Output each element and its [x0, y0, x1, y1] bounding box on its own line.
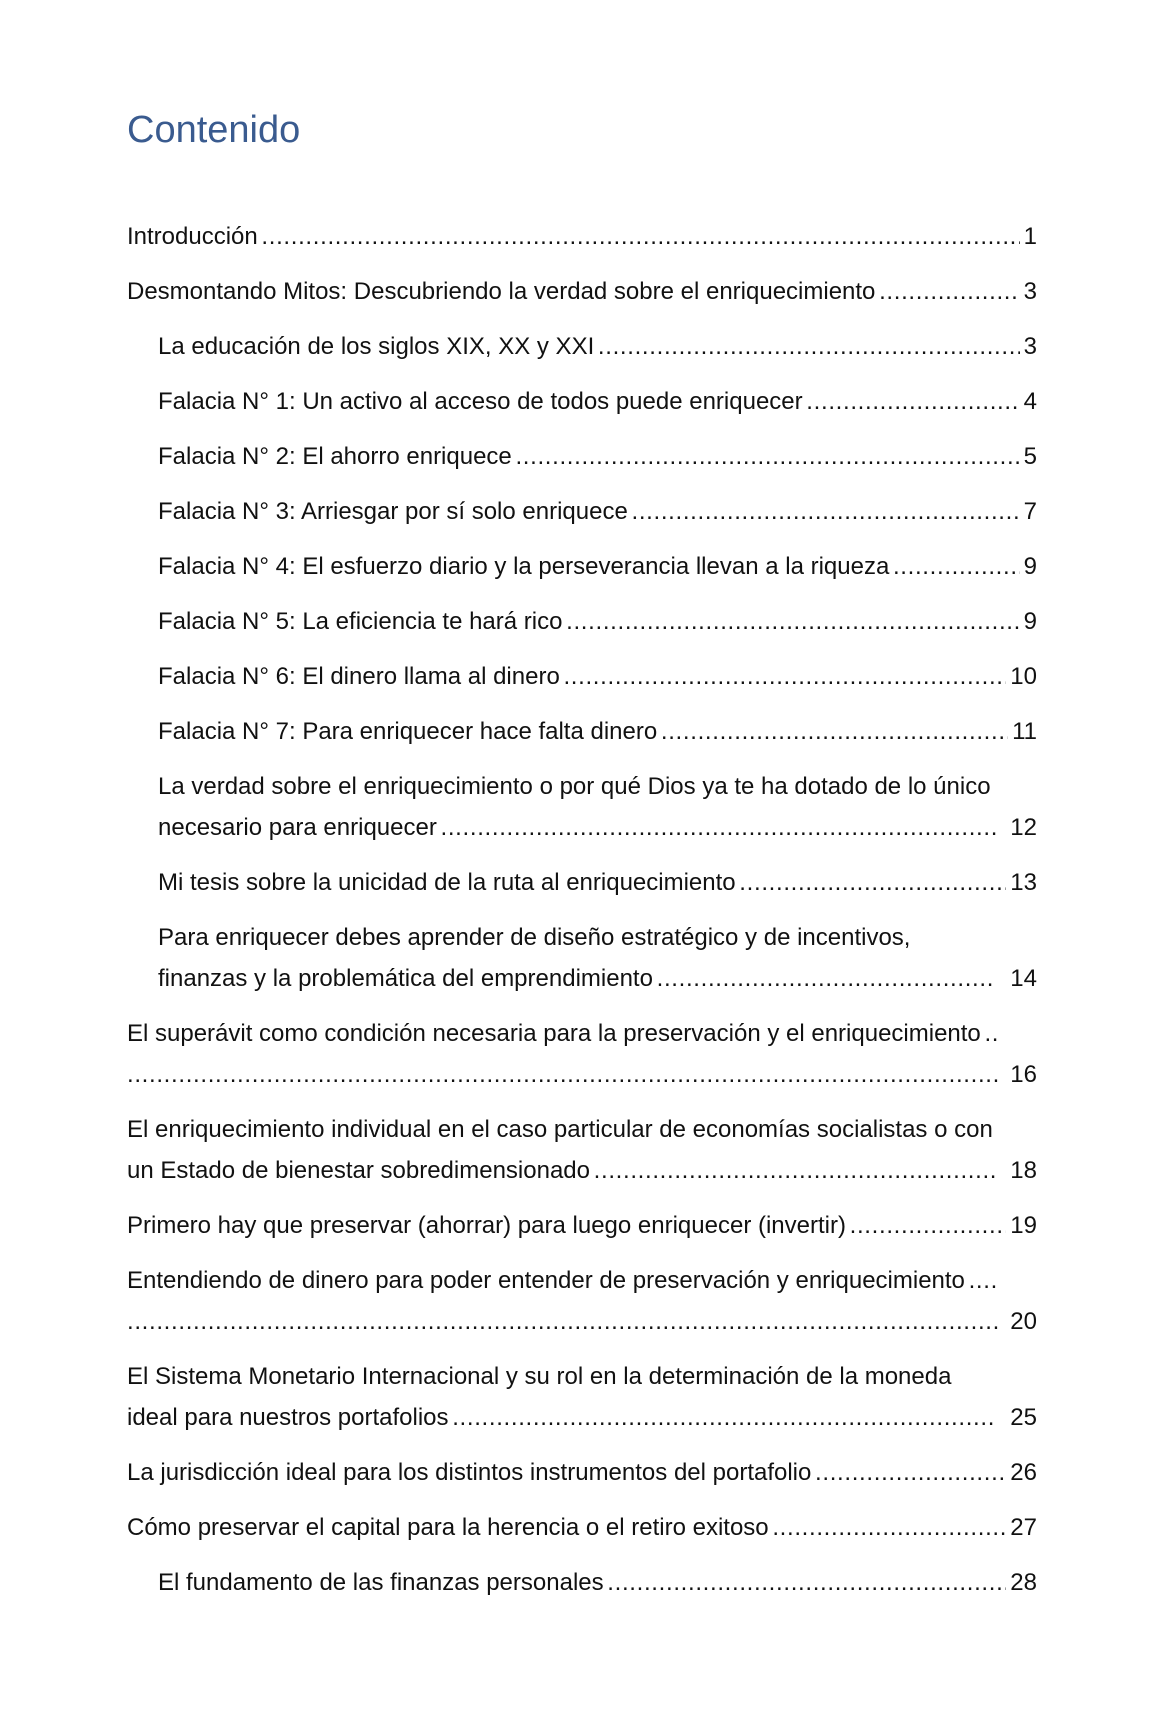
- dot-leader: [811, 1459, 1037, 1486]
- dot-leader: [562, 608, 1037, 635]
- toc-entry-body: [158, 862, 1037, 903]
- toc-entry-body: [127, 1109, 1037, 1191]
- toc-entry-body: [158, 711, 1037, 752]
- toc-page-number: 1: [1020, 216, 1037, 257]
- toc-entry[interactable]: [127, 326, 1037, 367]
- toc-entry[interactable]: [127, 711, 1037, 752]
- toc-entry[interactable]: [127, 656, 1037, 697]
- dot-leader: [736, 869, 1037, 896]
- toc-entry-title: Falacia N° 6: El dinero llama al dinero: [158, 663, 560, 690]
- dot-leader: [875, 278, 1037, 305]
- toc-entry-body: [127, 1356, 1037, 1438]
- toc-page-number: 14: [1006, 958, 1037, 999]
- toc-entry[interactable]: [127, 546, 1037, 587]
- toc-page-number: 9: [1020, 601, 1037, 642]
- toc-entry-body: [158, 381, 1037, 422]
- toc-entry[interactable]: [127, 862, 1037, 903]
- toc-page-number: 18: [1006, 1150, 1037, 1191]
- dot-leader: [512, 443, 1037, 470]
- toc-page-number: 12: [1006, 807, 1037, 848]
- toc-entry-title: Primero hay que preservar (ahorrar) para luego enriquecer (invertir): [127, 1212, 846, 1239]
- dot-leader: [803, 388, 1037, 415]
- toc-entry-title: El enriquecimiento individual en el caso particular de economías socialistas o con un Estado de bienestar sobredimensionado: [127, 1116, 993, 1184]
- toc-entry-title: Introducción: [127, 223, 258, 250]
- toc-entry[interactable]: [127, 1507, 1037, 1548]
- toc-page-number: 10: [1006, 656, 1037, 697]
- dot-leader: [604, 1569, 1037, 1596]
- toc-entry-body: [127, 1452, 1037, 1493]
- toc-page-number: 7: [1020, 491, 1037, 532]
- toc-entry[interactable]: [127, 1356, 1037, 1438]
- toc-entry[interactable]: [127, 766, 1037, 848]
- toc-entry[interactable]: [127, 381, 1037, 422]
- toc-entry-title: El fundamento de las finanzas personales: [158, 1569, 604, 1596]
- dot-leader: [657, 718, 1037, 745]
- toc-entry-title: El Sistema Monetario Internacional y su rol en la determinación de la moneda ideal para nuestros portafolios: [127, 1363, 952, 1431]
- toc-page-number: 9: [1020, 546, 1037, 587]
- toc-page-number: 3: [1020, 271, 1037, 312]
- toc-entry[interactable]: [127, 271, 1037, 312]
- toc-page-number: 16: [1006, 1054, 1037, 1095]
- toc-entry-title: La verdad sobre el enriquecimiento o por qué Dios ya te ha dotado de lo único necesario para enriquecer: [158, 773, 991, 841]
- toc-entry[interactable]: [127, 1109, 1037, 1191]
- toc-entry-title: El superávit como condición necesaria para la preservación y el enriquecimiento: [127, 1020, 981, 1047]
- toc-page-number: 27: [1006, 1507, 1037, 1548]
- toc-page-number: 20: [1006, 1301, 1037, 1342]
- toc-entry-body: [158, 656, 1037, 697]
- toc-entry-title: Falacia N° 2: El ahorro enriquece: [158, 443, 512, 470]
- toc-entry-title: Falacia N° 5: La eficiencia te hará rico: [158, 608, 563, 635]
- toc-entry[interactable]: [127, 601, 1037, 642]
- toc-entry-body: [127, 1507, 1037, 1548]
- toc-entry-body: [127, 1205, 1037, 1246]
- toc-entry-title: Falacia N° 1: Un activo al acceso de todos puede enriquecer: [158, 388, 803, 415]
- toc-entry-body: [158, 436, 1037, 477]
- toc-page-number: 13: [1006, 862, 1037, 903]
- toc-entry-body: [158, 326, 1037, 367]
- toc-entry-body: [158, 491, 1037, 532]
- toc-entry-title: La jurisdicción ideal para los distintos instrumentos del portafolio: [127, 1459, 812, 1486]
- toc-entry-body: [158, 546, 1037, 587]
- toc-page-number: 28: [1006, 1562, 1037, 1603]
- toc-entry-body: [158, 1562, 1037, 1603]
- toc-page-number: 3: [1020, 326, 1037, 367]
- toc-entry-title: Cómo preservar el capital para la herencia o el retiro exitoso: [127, 1514, 769, 1541]
- toc-entry-title: Mi tesis sobre la unicidad de la ruta al enriquecimiento: [158, 869, 736, 896]
- toc-entry-body: [158, 917, 1037, 999]
- toc-page-number: 26: [1006, 1452, 1037, 1493]
- toc-entry[interactable]: [127, 1013, 1037, 1095]
- toc-entry-body: [127, 1260, 1037, 1342]
- toc-entry[interactable]: [127, 491, 1037, 532]
- toc-page-number: 25: [1006, 1397, 1037, 1438]
- toc-entry-title: Entendiendo de dinero para poder entender de preservación y enriquecimiento: [127, 1267, 965, 1294]
- toc-entry-title: Desmontando Mitos: Descubriendo la verdad sobre el enriquecimiento: [127, 278, 876, 305]
- toc-entry-title: Falacia N° 7: Para enriquecer hace falta dinero: [158, 718, 658, 745]
- toc-entry-title: La educación de los siglos XIX, XX y XXI: [158, 333, 595, 360]
- toc-entry-title: Falacia N° 4: El esfuerzo diario y la perseverancia llevan a la riqueza: [158, 553, 890, 580]
- toc-page-number: 19: [1006, 1205, 1037, 1246]
- toc-page-number: 5: [1020, 436, 1037, 477]
- dot-leader: [560, 663, 1037, 690]
- toc-entry-body: [158, 601, 1037, 642]
- toc-entry[interactable]: [127, 1205, 1037, 1246]
- toc-page-number: 4: [1020, 381, 1037, 422]
- toc-entry-title: Falacia N° 3: Arriesgar por sí solo enriquece: [158, 498, 628, 525]
- toc-entry[interactable]: [127, 1562, 1037, 1603]
- toc-entry-title: Para enriquecer debes aprender de diseño estratégico y de incentivos, finanzas y la problemática del emprendimiento: [158, 924, 911, 992]
- toc-entry-body: [158, 766, 1037, 848]
- dot-leader: [258, 223, 1037, 250]
- dot-leader: [769, 1514, 1037, 1541]
- toc-title: Contenido: [127, 109, 301, 151]
- toc-entry[interactable]: [127, 1452, 1037, 1493]
- toc-entry-body: [127, 1013, 1037, 1095]
- toc-entry[interactable]: [127, 1260, 1037, 1342]
- toc-entry[interactable]: [127, 917, 1037, 999]
- toc-entry[interactable]: [127, 216, 1037, 257]
- dot-leader: [628, 498, 1037, 525]
- toc-page-number: 11: [1008, 711, 1037, 752]
- toc-entry[interactable]: [127, 436, 1037, 477]
- table-of-contents: [127, 216, 1037, 1617]
- dot-leader: [594, 333, 1037, 360]
- dot-leader: [889, 553, 1037, 580]
- toc-entry-body: [127, 271, 1037, 312]
- toc-entry-body: [127, 216, 1037, 257]
